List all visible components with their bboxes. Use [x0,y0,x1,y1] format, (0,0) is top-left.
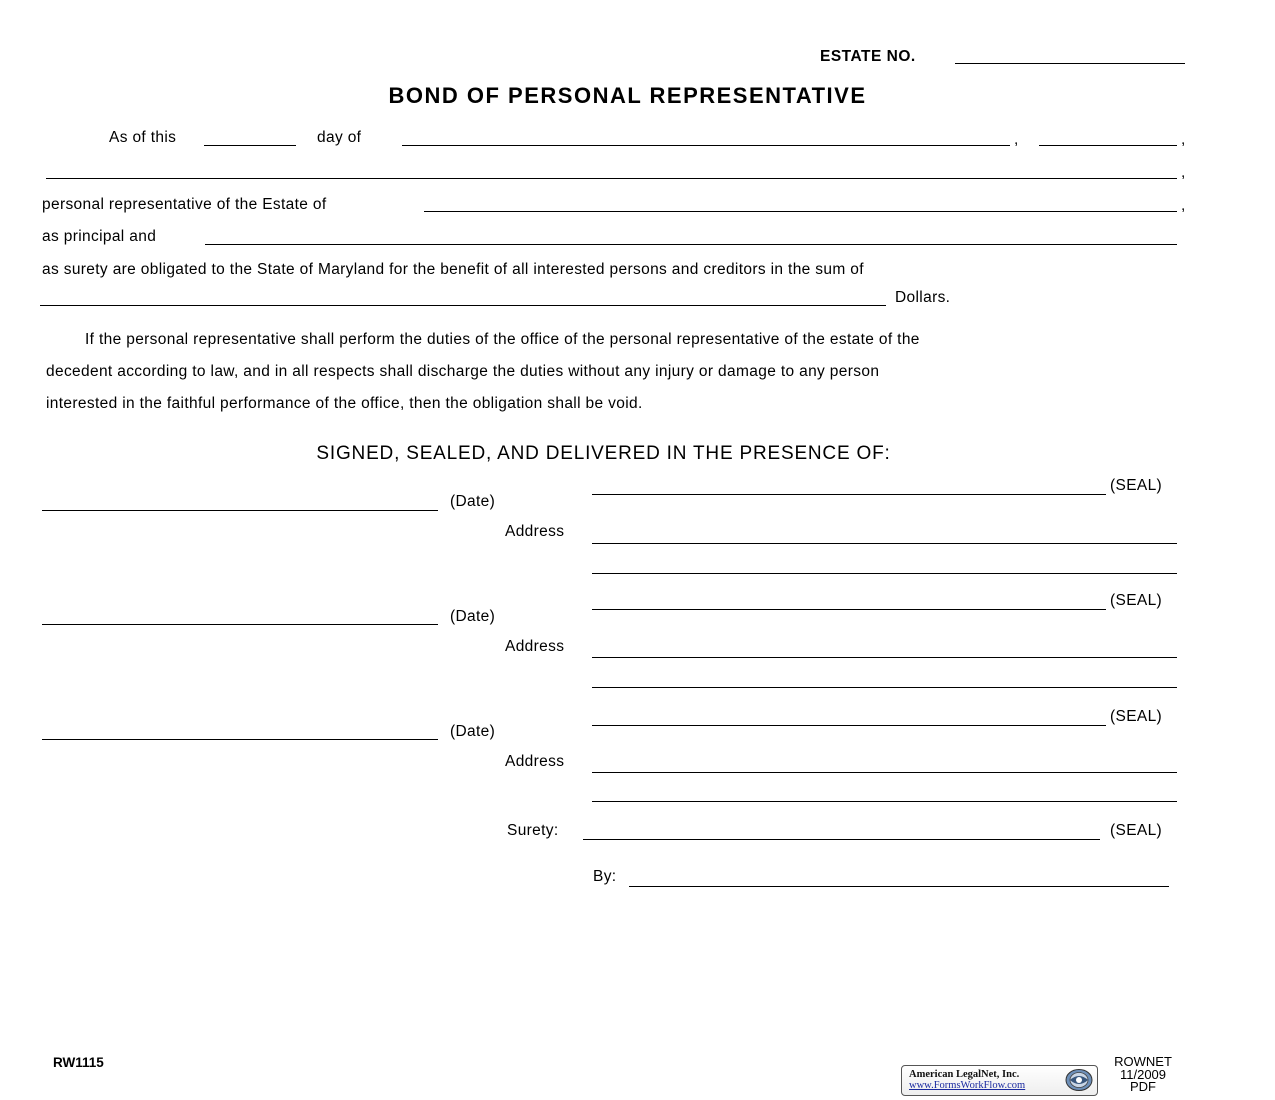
date-label-2: (Date) [450,608,496,625]
surety-signature-field[interactable] [583,839,1100,840]
seal-label-surety: (SEAL) [1110,822,1163,839]
as-of-this-label: As of this [109,129,177,146]
comma-3: , [1181,164,1186,181]
document-title: BOND OF PERSONAL REPRESENTATIVE [388,83,867,108]
comma-1: , [1014,131,1019,148]
principal-label: as principal and [42,228,157,245]
address-3-line-1[interactable] [592,772,1177,773]
address-3-line-2[interactable] [592,801,1177,802]
surety-name-field[interactable] [205,244,1177,245]
day-of-label: day of [317,129,362,146]
estate-no-label: ESTATE NO. [820,48,916,65]
signature-heading: SIGNED, SEALED, AND DELIVERED IN THE PRESENCE OF: [316,443,891,464]
surety-label: Surety: [507,822,559,839]
logo-url-link[interactable]: www.FormsWorkFlow.com [909,1080,1026,1091]
witness-2-field[interactable] [42,624,438,625]
footer-date: 11/2009 [1119,1066,1167,1082]
address-2-line-2[interactable] [592,687,1177,688]
representative-name-field[interactable] [46,178,1177,179]
estate-of-label: personal representative of the Estate of [42,196,327,213]
seal-label-2: (SEAL) [1110,592,1163,609]
seal-label-1: (SEAL) [1110,477,1163,494]
form-code: RW1115 [53,1055,104,1070]
seal-label-3: (SEAL) [1110,708,1163,725]
obligation-text: as surety are obligated to the State of Maryland for the benefit of all interested persons and creditors in the sum of [42,261,864,278]
dollars-label: Dollars. [895,289,951,306]
witness-3-field[interactable] [42,739,438,740]
address-1-line-2[interactable] [592,573,1177,574]
comma-2: , [1181,131,1186,148]
date-label-3: (Date) [450,723,496,740]
address-1-line-1[interactable] [592,543,1177,544]
by-signature-field[interactable] [629,886,1169,887]
by-label: By: [593,868,617,885]
footer-source: ROWNET [1114,1054,1172,1069]
year-field[interactable] [1039,145,1177,146]
signature-2-field[interactable] [592,609,1106,610]
address-label-3: Address [505,753,565,770]
signature-3-field[interactable] [592,725,1106,726]
condition-line-2: decedent according to law, and in all respects shall discharge the duties without any injury or damage to any person [46,363,880,380]
globe-icon [1064,1068,1094,1092]
american-legalnet-logo[interactable] [901,1065,1098,1096]
logo-company-name: American LegalNet, Inc. [909,1069,1020,1080]
estate-no-field[interactable] [955,63,1185,64]
day-number-field[interactable] [204,145,296,146]
footer-format: PDF [1130,1079,1156,1094]
footer-meta [1098,1056,1188,1094]
date-label-1: (Date) [450,493,496,510]
estate-name-field[interactable] [424,211,1177,212]
condition-line-3: interested in the faithful performance of the office, then the obligation shall be void. [46,395,643,412]
condition-line-1: If the personal representative shall perform the duties of the office of the personal representative of the estate of the [85,331,920,348]
witness-1-field[interactable] [42,510,438,511]
address-2-line-1[interactable] [592,657,1177,658]
month-field[interactable] [402,145,1010,146]
signature-1-field[interactable] [592,494,1106,495]
bond-amount-field[interactable] [40,305,886,306]
address-label-2: Address [505,638,565,655]
address-label-1: Address [505,523,565,540]
comma-4: , [1181,197,1186,214]
